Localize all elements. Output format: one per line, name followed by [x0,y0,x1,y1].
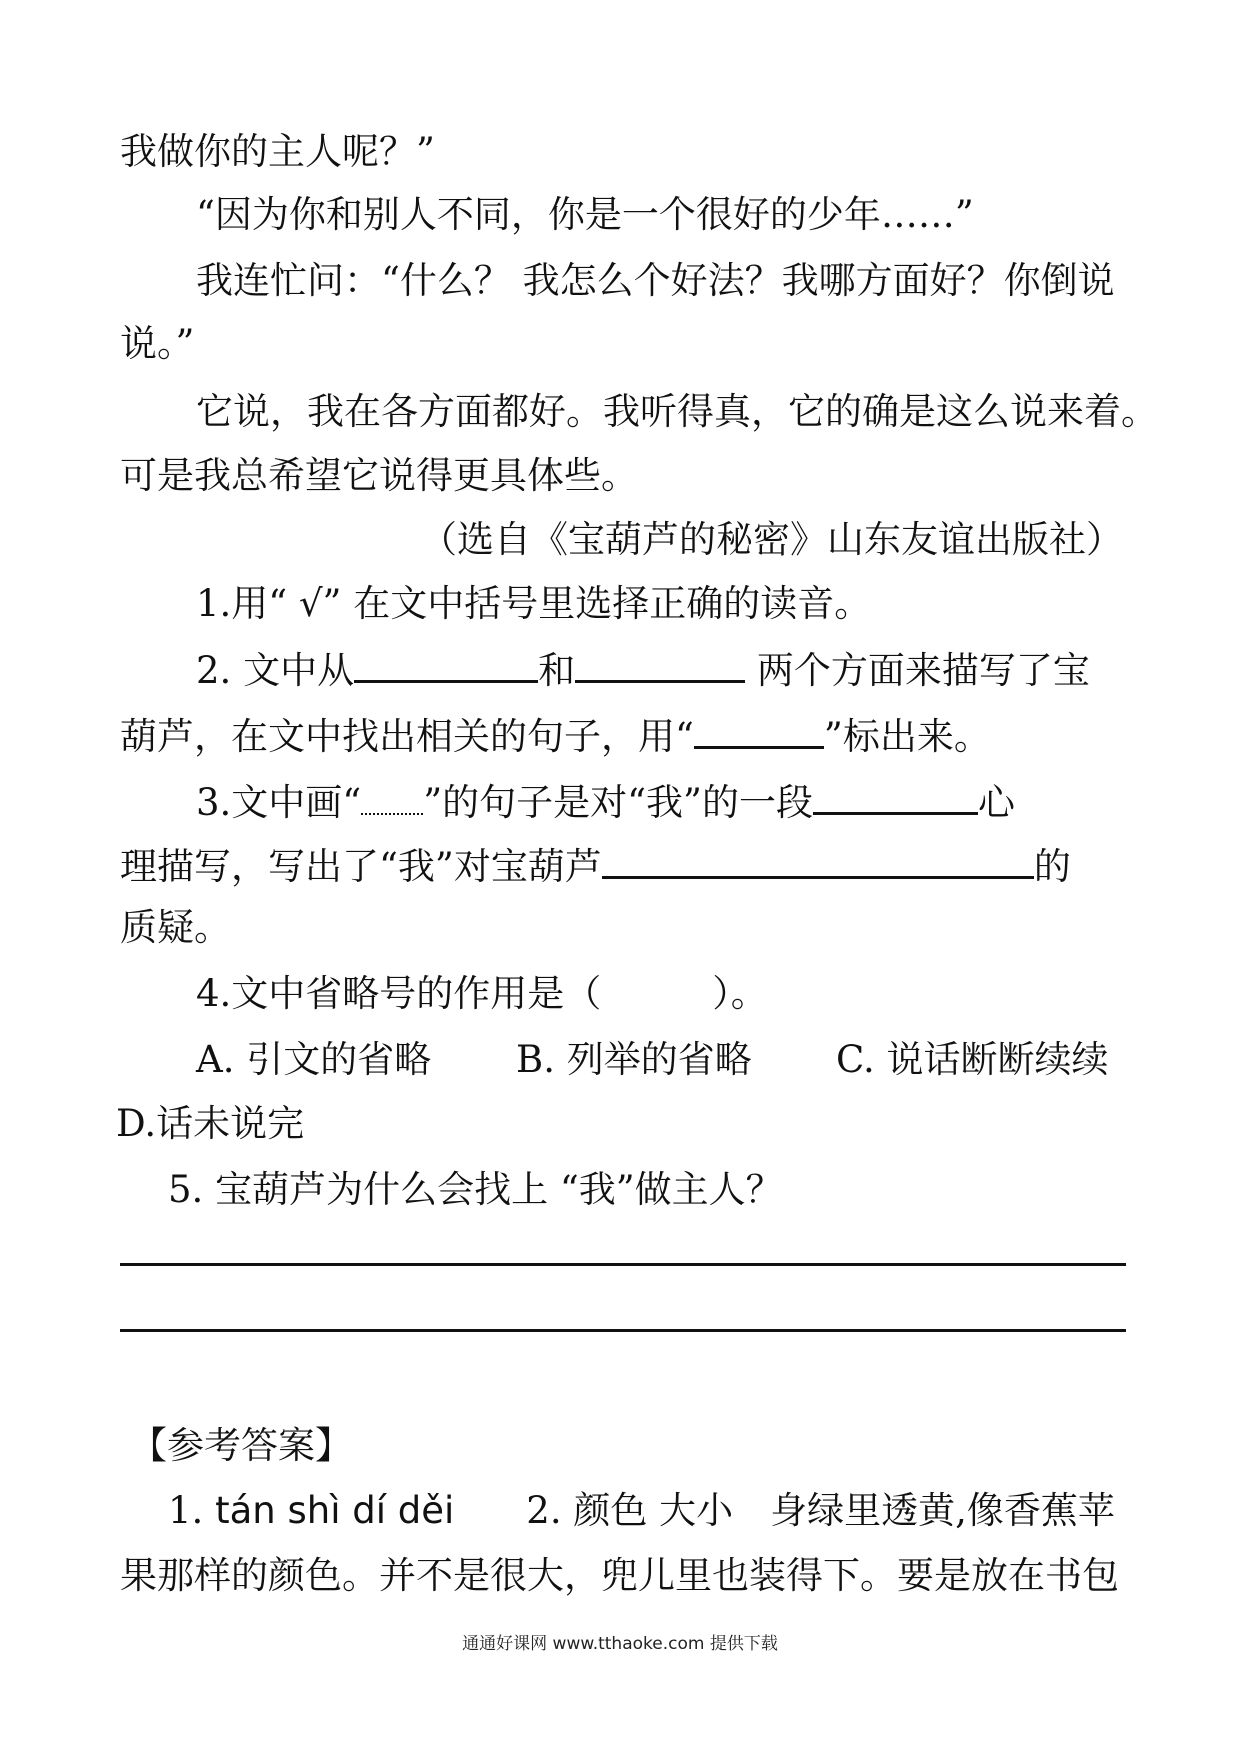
answer-blank [813,778,978,815]
question-text: ”标出来。 [823,715,991,758]
question-text: 和 [538,649,576,692]
answer-number: 1. [168,1489,204,1532]
answer-line [120,1263,1126,1266]
question-2-continued [120,712,991,761]
option-a: A. 引文的省略 [196,1038,432,1081]
wavy-underline-sample [361,783,423,815]
question-3 [196,778,1015,827]
question-1: 1.用“ √” 在文中括号里选择正确的读音。 [196,582,872,625]
option-c: C. 说话断断续续 [836,1038,1109,1081]
answer-line [120,1329,1126,1332]
option-d: D.话未说完 [116,1102,305,1145]
answer-blank [602,842,1034,879]
question-text: 3.文中画“ [196,781,362,824]
passage-line: 它说，我在各方面都好。我听得真，它的确是这么说来着。 [196,390,1158,433]
passage-line: 我连忙问：“什么？ 我怎么个好法？我哪方面好？你倒说 [196,259,1115,302]
answer-blank [575,646,745,683]
question-text: 心 [977,781,1015,824]
answer-blank [354,646,538,683]
passage-line: “因为你和别人不同，你是一个很好的少年……” [196,193,974,236]
passage-line: 说。” [120,322,195,365]
option-b: B. 列举的省略 [516,1038,752,1081]
passage-line: 可是我总希望它说得更具体些。 [120,454,638,497]
source-citation: （选自《宝葫芦的秘密》山东友谊出版社） [420,518,1123,561]
answer-heading: 【参考答案】 [130,1424,352,1467]
question-text: 的 [1033,845,1071,888]
pinyin-answer: tán shì dí děi [215,1489,455,1532]
question-5: 5. 宝葫芦为什么会找上 “我”做主人？ [168,1168,783,1211]
question-3-end: 质疑。 [120,906,231,949]
underline-sample [694,712,824,749]
footer-text: 通通好课网 www.tthaoke.com 提供下载 [462,1634,778,1654]
question-text: 两个方面来描写了宝 [745,649,1090,692]
answer-text: 2. 颜色 大小 身绿里透黄,像香蕉苹 [526,1489,1115,1532]
passage-line: 我做你的主人呢？” [120,130,435,173]
question-text: 2. 文中从 [196,649,355,692]
answer-2: 果那样的颜色。并不是很大，兜儿里也装得下。要是放在书包 [120,1554,1119,1597]
question-text: 葫芦，在文中找出相关的句子，用“ [120,715,694,758]
question-text: ”的句子是对“我”的一段 [423,781,813,824]
question-4: 4.文中省略号的作用是（ ）。 [196,972,768,1015]
question-text: 理描写，写出了“我”对宝葫芦 [120,845,602,888]
question-3-continued [120,842,1071,891]
question-2 [196,646,1090,695]
answer-1 [168,1487,1115,1535]
